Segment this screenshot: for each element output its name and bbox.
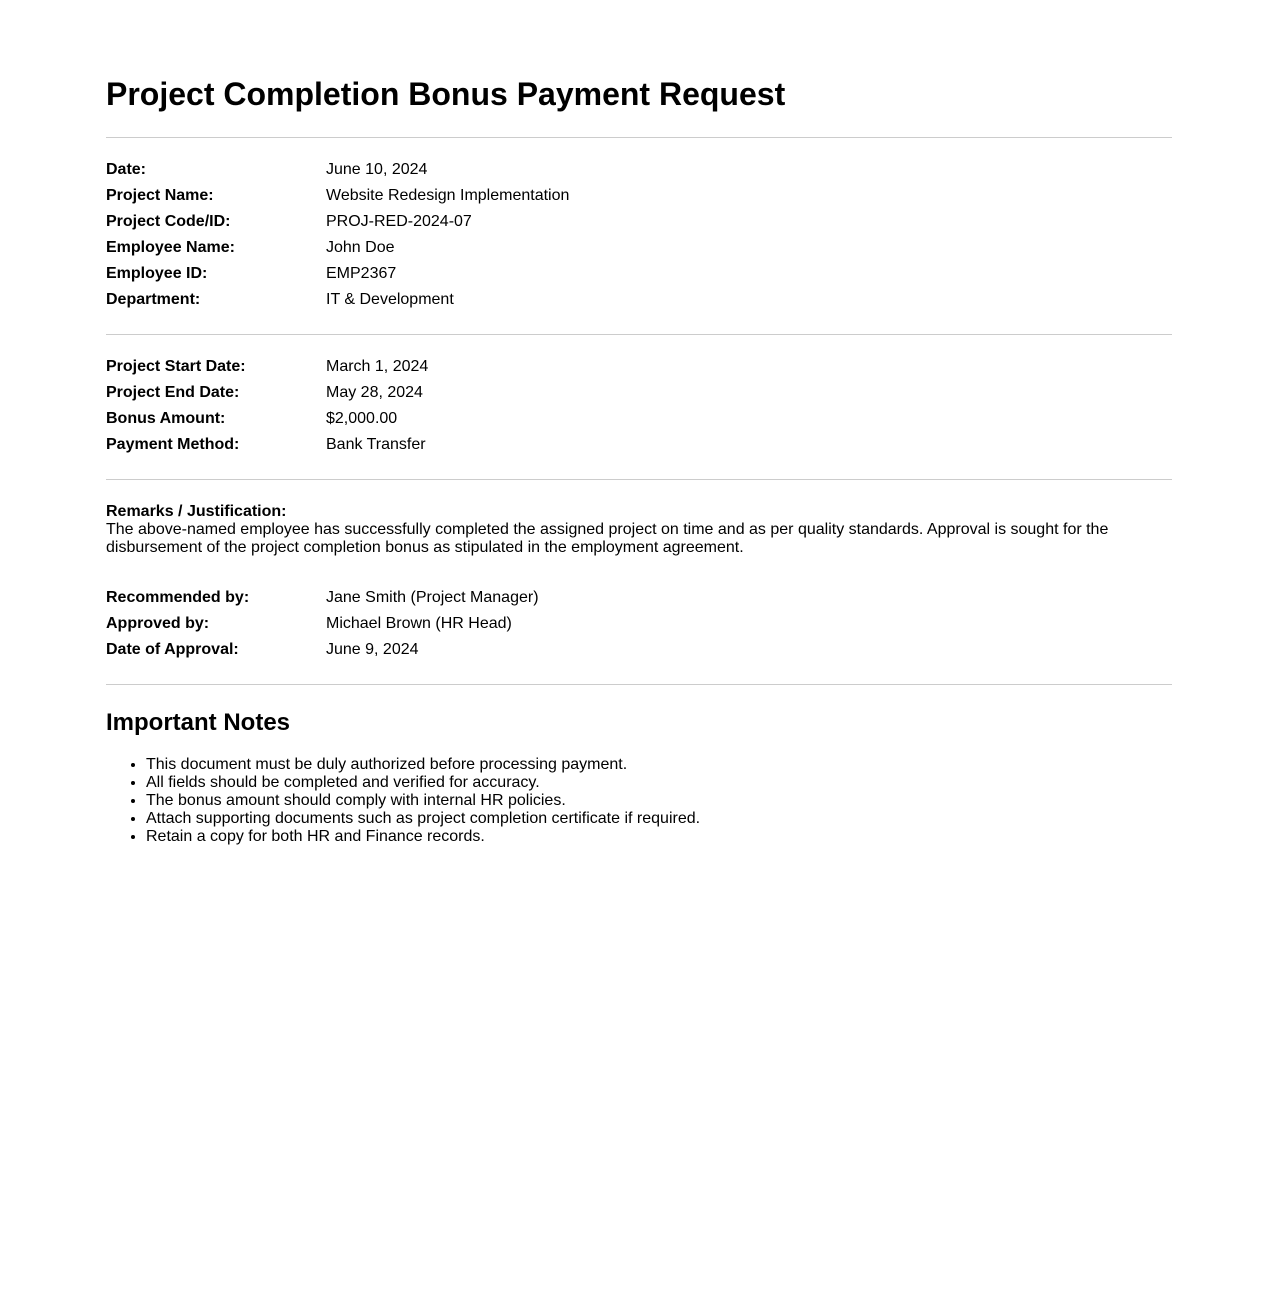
list-item: • This document must be duly authorized before processing payment. xyxy=(146,756,1172,774)
field-label: Project Name: xyxy=(106,187,214,204)
field-label: Project Code/ID: xyxy=(106,213,231,230)
field-value: PROJ-RED-2024-07 xyxy=(326,213,472,230)
list-item: • Retain a copy for both HR and Finance records. xyxy=(146,828,1172,846)
remarks-text: The above-named employee has successfully completed the assigned project on time and as per quality standards. Approval is sought for the disbursement of the project completion bonus as stipulated in the employment agreement. xyxy=(106,521,1109,556)
field-bonus-amount xyxy=(106,409,1172,429)
field-label: Recommended by: xyxy=(106,589,250,606)
field-value: Michael Brown (HR Head) xyxy=(326,615,512,632)
field-value: $2,000.00 xyxy=(326,410,398,427)
field-project-code xyxy=(106,212,1172,232)
field-label: Payment Method: xyxy=(106,436,240,453)
field-project-end-date xyxy=(106,383,1172,403)
field-value: Jane Smith (Project Manager) xyxy=(326,589,539,606)
notes-list xyxy=(106,756,1172,846)
field-label: Project End Date: xyxy=(106,384,240,401)
field-label: Project Start Date: xyxy=(106,358,246,375)
field-project-name xyxy=(106,186,1172,206)
remarks-label: Remarks / Justification: xyxy=(106,503,287,520)
field-value: May 28, 2024 xyxy=(326,384,423,401)
list-item: • The bonus amount should comply with internal HR policies. xyxy=(146,792,1172,810)
field-value: Website Redesign Implementation xyxy=(326,187,570,204)
field-value: IT & Development xyxy=(326,291,454,308)
field-label: Employee Name: xyxy=(106,239,235,256)
field-label: Bonus Amount: xyxy=(106,410,226,427)
field-project-start-date xyxy=(106,357,1172,377)
field-value: June 9, 2024 xyxy=(326,641,419,658)
field-label: Department: xyxy=(106,291,201,308)
field-recommended-by xyxy=(106,588,1172,608)
field-value: John Doe xyxy=(326,239,395,256)
list-item: • Attach supporting documents such as project completion certificate if required. xyxy=(146,810,1172,828)
field-payment-method xyxy=(106,435,1172,455)
field-label: Approved by: xyxy=(106,615,210,632)
field-date-of-approval xyxy=(106,640,1172,660)
field-value: March 1, 2024 xyxy=(326,358,429,375)
field-value: EMP2367 xyxy=(326,265,397,282)
notes-heading: Important Notes xyxy=(106,709,291,736)
field-label: Date: xyxy=(106,161,147,178)
field-date xyxy=(106,160,1172,180)
field-department xyxy=(106,290,1172,310)
divider xyxy=(106,334,1172,335)
field-employee-name xyxy=(106,238,1172,258)
field-value: June 10, 2024 xyxy=(326,161,428,178)
field-employee-id xyxy=(106,264,1172,284)
field-label: Employee ID: xyxy=(106,265,208,282)
divider xyxy=(106,684,1172,685)
field-approved-by xyxy=(106,614,1172,634)
field-value: Bank Transfer xyxy=(326,436,426,453)
divider xyxy=(106,479,1172,480)
list-item: • All fields should be completed and verified for accuracy. xyxy=(146,774,1172,792)
page-title: Project Completion Bonus Payment Request xyxy=(106,76,786,112)
divider xyxy=(106,137,1172,138)
field-label: Date of Approval: xyxy=(106,641,239,658)
